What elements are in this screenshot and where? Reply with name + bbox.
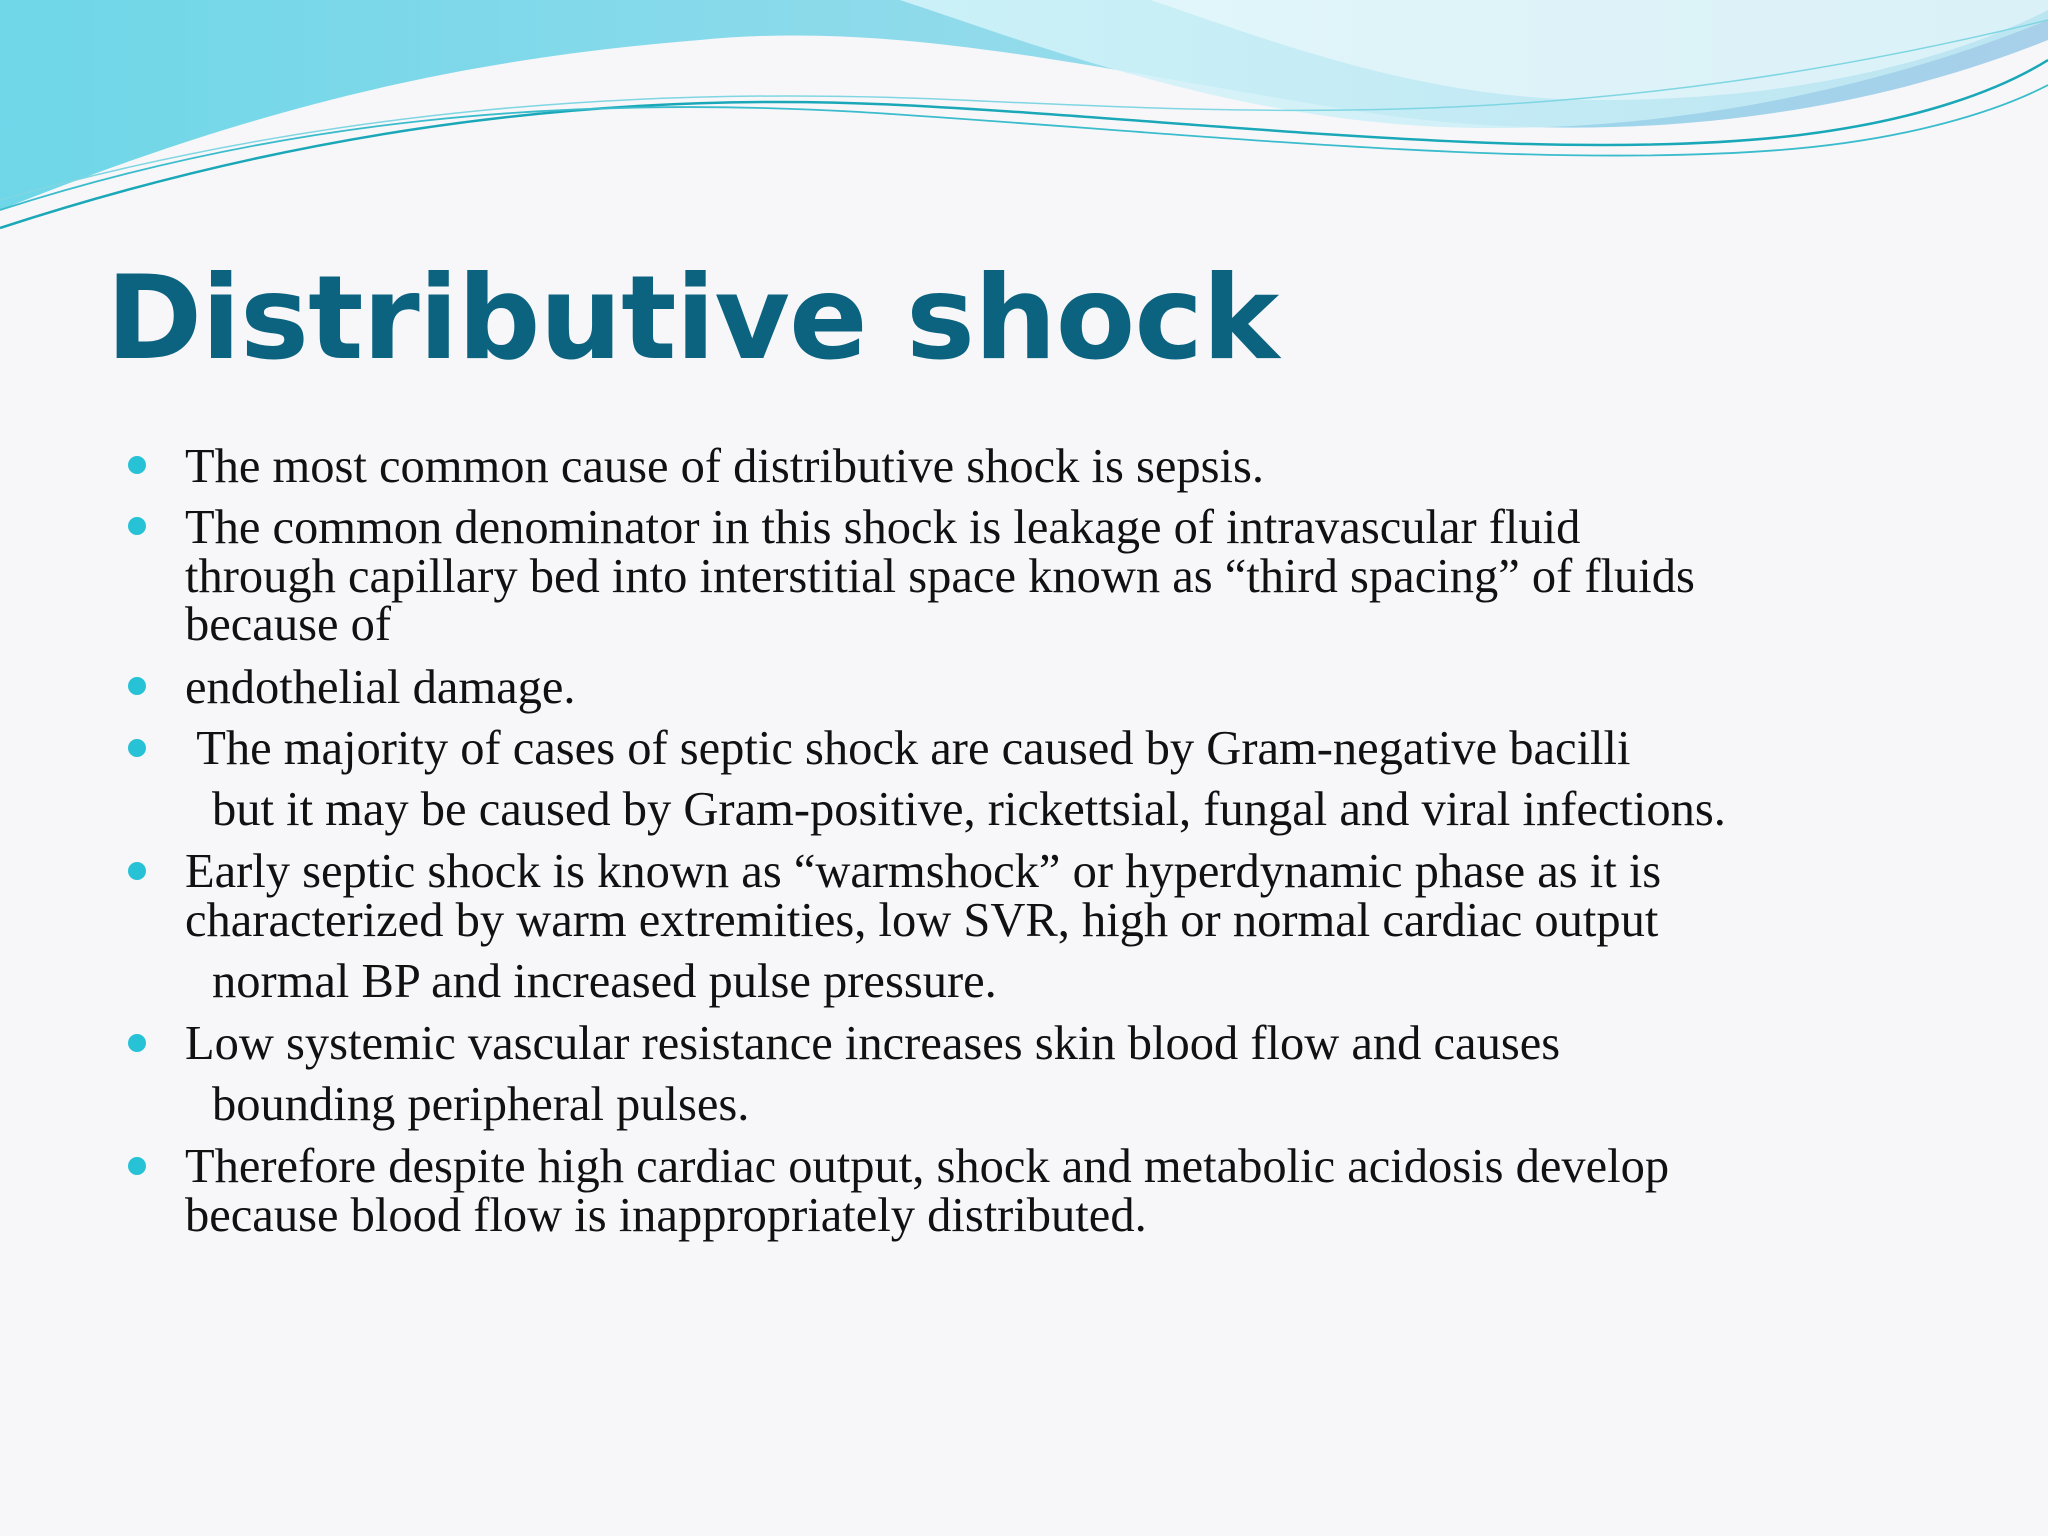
round-bullet-icon <box>128 1157 146 1175</box>
bullet-text-line: bounding peripheral pulses. <box>212 1078 750 1131</box>
round-bullet-icon <box>128 739 146 757</box>
bullet-text-line: Therefore despite high cardiac output, shock and metabolic acidosis develop <box>185 1140 1670 1193</box>
bullet-text-line: because of <box>185 598 392 651</box>
slide-title: Distributive shock <box>106 251 1279 386</box>
bullet-text-line: endothelial damage. <box>185 661 576 714</box>
bullet-text-line: because blood flow is inappropriately distributed. <box>185 1189 1147 1242</box>
bullet-text-line: The common denominator in this shock is leakage of intravascular fluid <box>185 501 1581 554</box>
bullet-text-line: The most common cause of distributive shock is sepsis. <box>185 440 1264 493</box>
round-bullet-icon <box>128 1034 146 1052</box>
round-bullet-icon <box>128 862 146 880</box>
round-bullet-icon <box>128 456 146 474</box>
bullet-text-line: characterized by warm extremities, low SVR, high or normal cardiac output <box>185 894 1659 947</box>
bullet-text-line: The majority of cases of septic shock are caused by Gram-negative bacilli <box>185 722 1631 775</box>
bullet-text-line: Early septic shock is known as “warmshock” or hyperdynamic phase as it is <box>185 845 1662 898</box>
round-bullet-icon <box>128 677 146 695</box>
bullet-text-line: Low systemic vascular resistance increases skin blood flow and causes <box>185 1017 1561 1070</box>
bullet-text-line: through capillary bed into interstitial space known as “third spacing” of fluids <box>185 550 1695 603</box>
bullet-text-line: but it may be caused by Gram-positive, rickettsial, fungal and viral infections. <box>212 783 1726 836</box>
bullet-text-line: normal BP and increased pulse pressure. <box>212 955 997 1008</box>
round-bullet-icon <box>128 517 146 535</box>
